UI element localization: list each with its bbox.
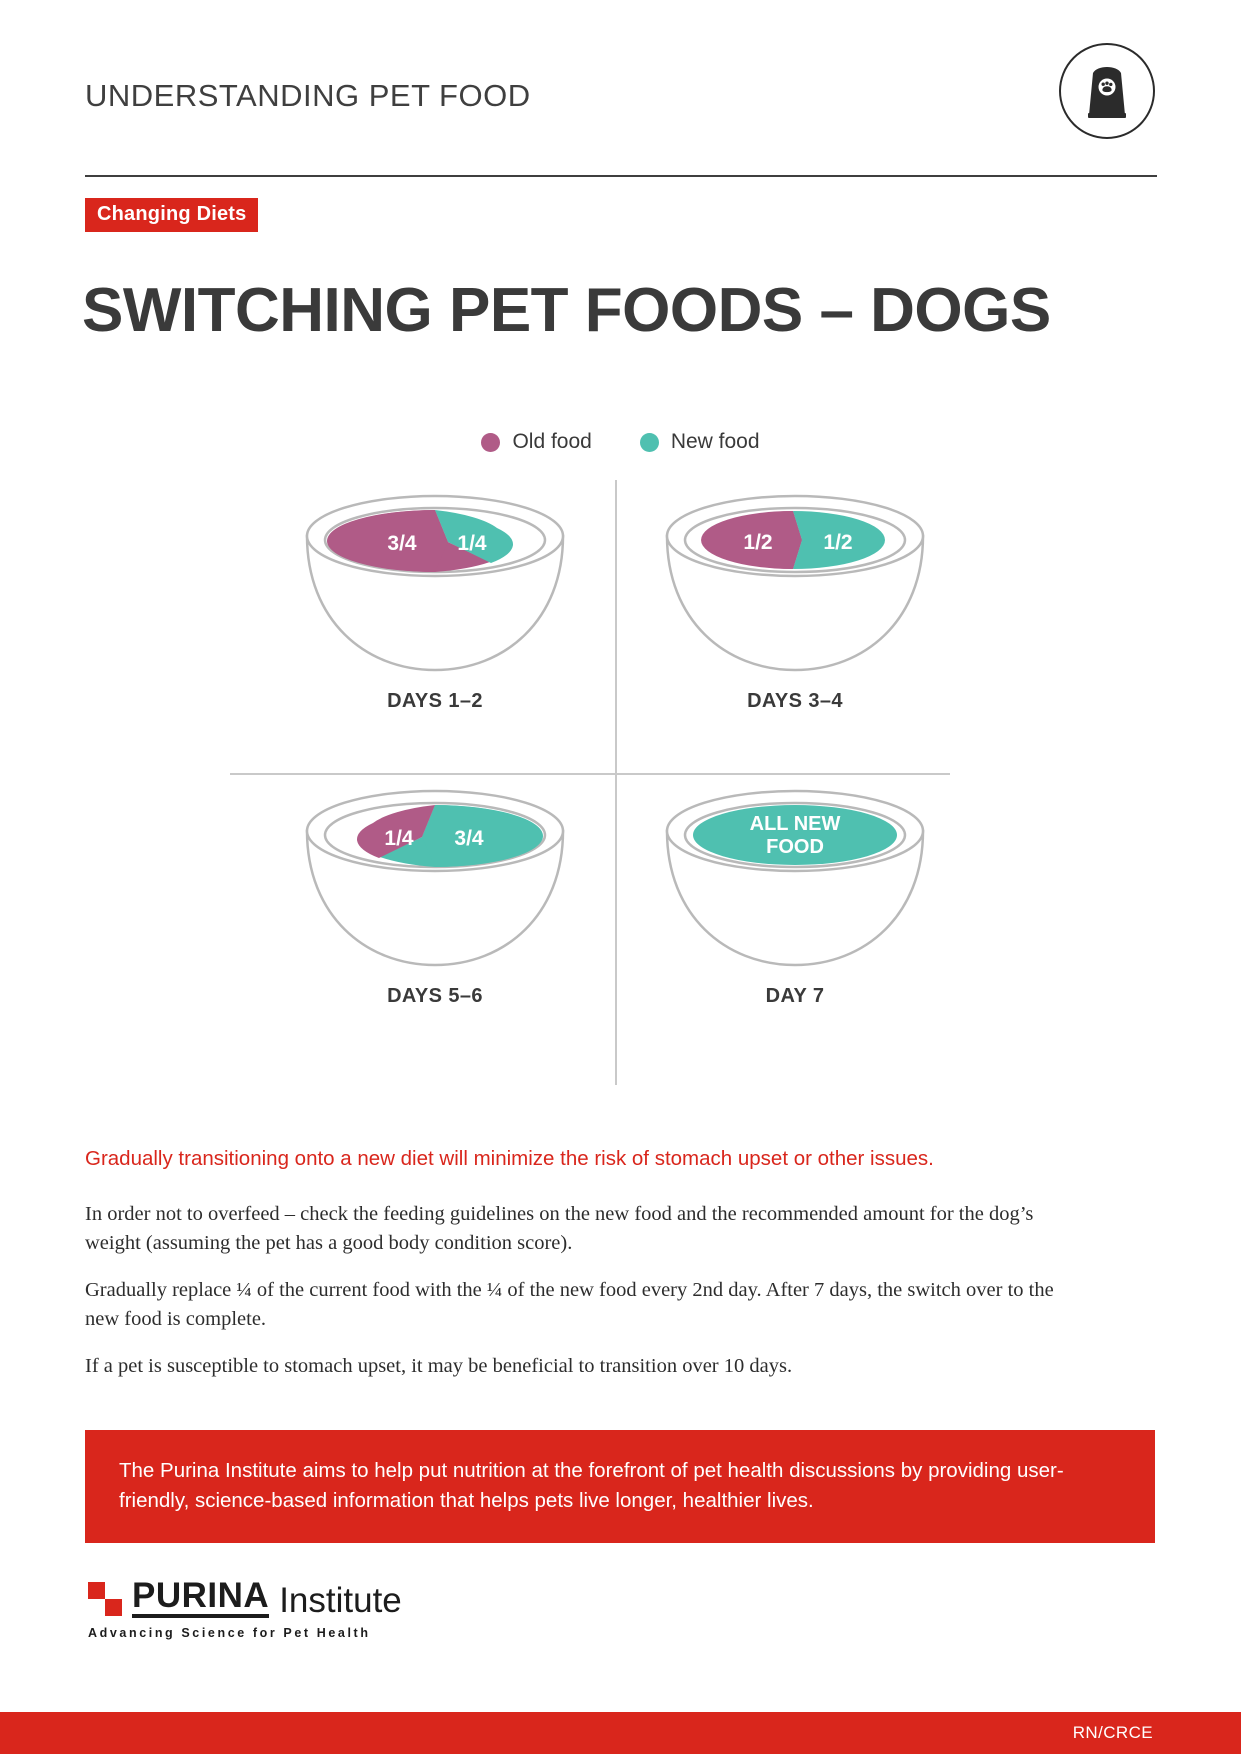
cell-label-day-7: DAY 7 [765,985,825,1007]
bowl-days-5-6 [285,775,585,975]
all-new-food-label-line2: FOOD [766,836,824,858]
body-paragraph-3: If a pet is susceptible to stomach upset, it may be beneficial to transition over 10 days. [85,1355,793,1378]
institute-wordmark: Institute [279,1581,402,1621]
body-copy [85,1200,1085,1400]
diagram-cell-days-1-2 [255,480,615,770]
purina-wordmark: PURINA [132,1580,269,1618]
page-title: UNDERSTANDING PET FOOD [85,78,531,113]
mission-statement-box: The Purina Institute aims to help put nutrition at the forefront of pet health discussions by providing user-friendly, science-based information that helps pets live longer, healthier lives. [85,1430,1155,1543]
body-paragraph-1: In order not to overfeed – check the feeding guidelines on the new food and the recommended amount for the dog’s weight (assuming the pet has a good body condition score). [85,1203,1034,1255]
legend-label-old-food: Old food [512,430,592,453]
callout-text: Gradually transitioning onto a new diet will minimize the risk of stomach upset or other issues. [85,1147,934,1170]
bowl-graphic [645,480,945,680]
all-new-food-label-line1: ALL NEW [749,813,841,835]
logo-tagline: Advancing Science for Pet Health [88,1625,371,1640]
legend-dot-old-food [481,433,500,452]
bottom-bar [0,1712,1241,1754]
old-fraction-label: 3/4 [387,532,417,555]
diagram-cell-days-3-4 [615,480,975,770]
old-fraction-label: 1/2 [743,531,773,554]
old-fraction-label: 1/4 [384,827,414,850]
bowl-graphic [645,775,945,975]
pet-food-bag-icon [1059,43,1155,139]
diagram-cell-day-7 [615,775,975,1065]
legend-item-new-food [640,430,760,454]
new-fraction-label: 1/4 [457,532,487,555]
cell-label-days-1-2: DAYS 1–2 [387,690,483,712]
pet-food-bag-glyph [1080,61,1134,121]
legend-label-new-food: New food [670,430,760,453]
main-title: SWITCHING PET FOODS – DOGS [82,276,1051,345]
purina-institute-logo [88,1576,508,1640]
legend-item-old-food [481,430,591,454]
bowl-graphic [285,775,585,975]
body-paragraph-2: Gradually replace ¼ of the current food with the ¼ of the new food every 2nd day. After 7 days, the switch over to the new food is complete. [85,1279,1054,1331]
diagram-cell-days-5-6 [255,775,615,1065]
purina-checkerboard-icon [88,1582,122,1616]
bowl-days-1-2 [285,480,585,680]
bowl-days-3-4 [645,480,945,680]
new-fraction-label: 1/2 [823,531,853,554]
document-code: RN/CRCE [1072,1723,1153,1742]
bowl-graphic [285,480,585,680]
switching-diagram [255,480,975,1040]
section-tag: Changing Diets [85,198,258,232]
legend [0,430,1241,454]
page-header [85,60,1155,114]
new-fraction-label: 3/4 [454,827,484,850]
legend-dot-new-food [640,433,659,452]
cell-label-days-3-4: DAYS 3–4 [747,690,843,712]
cell-label-days-5-6: DAYS 5–6 [387,985,483,1007]
bowl-day-7 [645,775,945,975]
header-divider [85,175,1157,177]
